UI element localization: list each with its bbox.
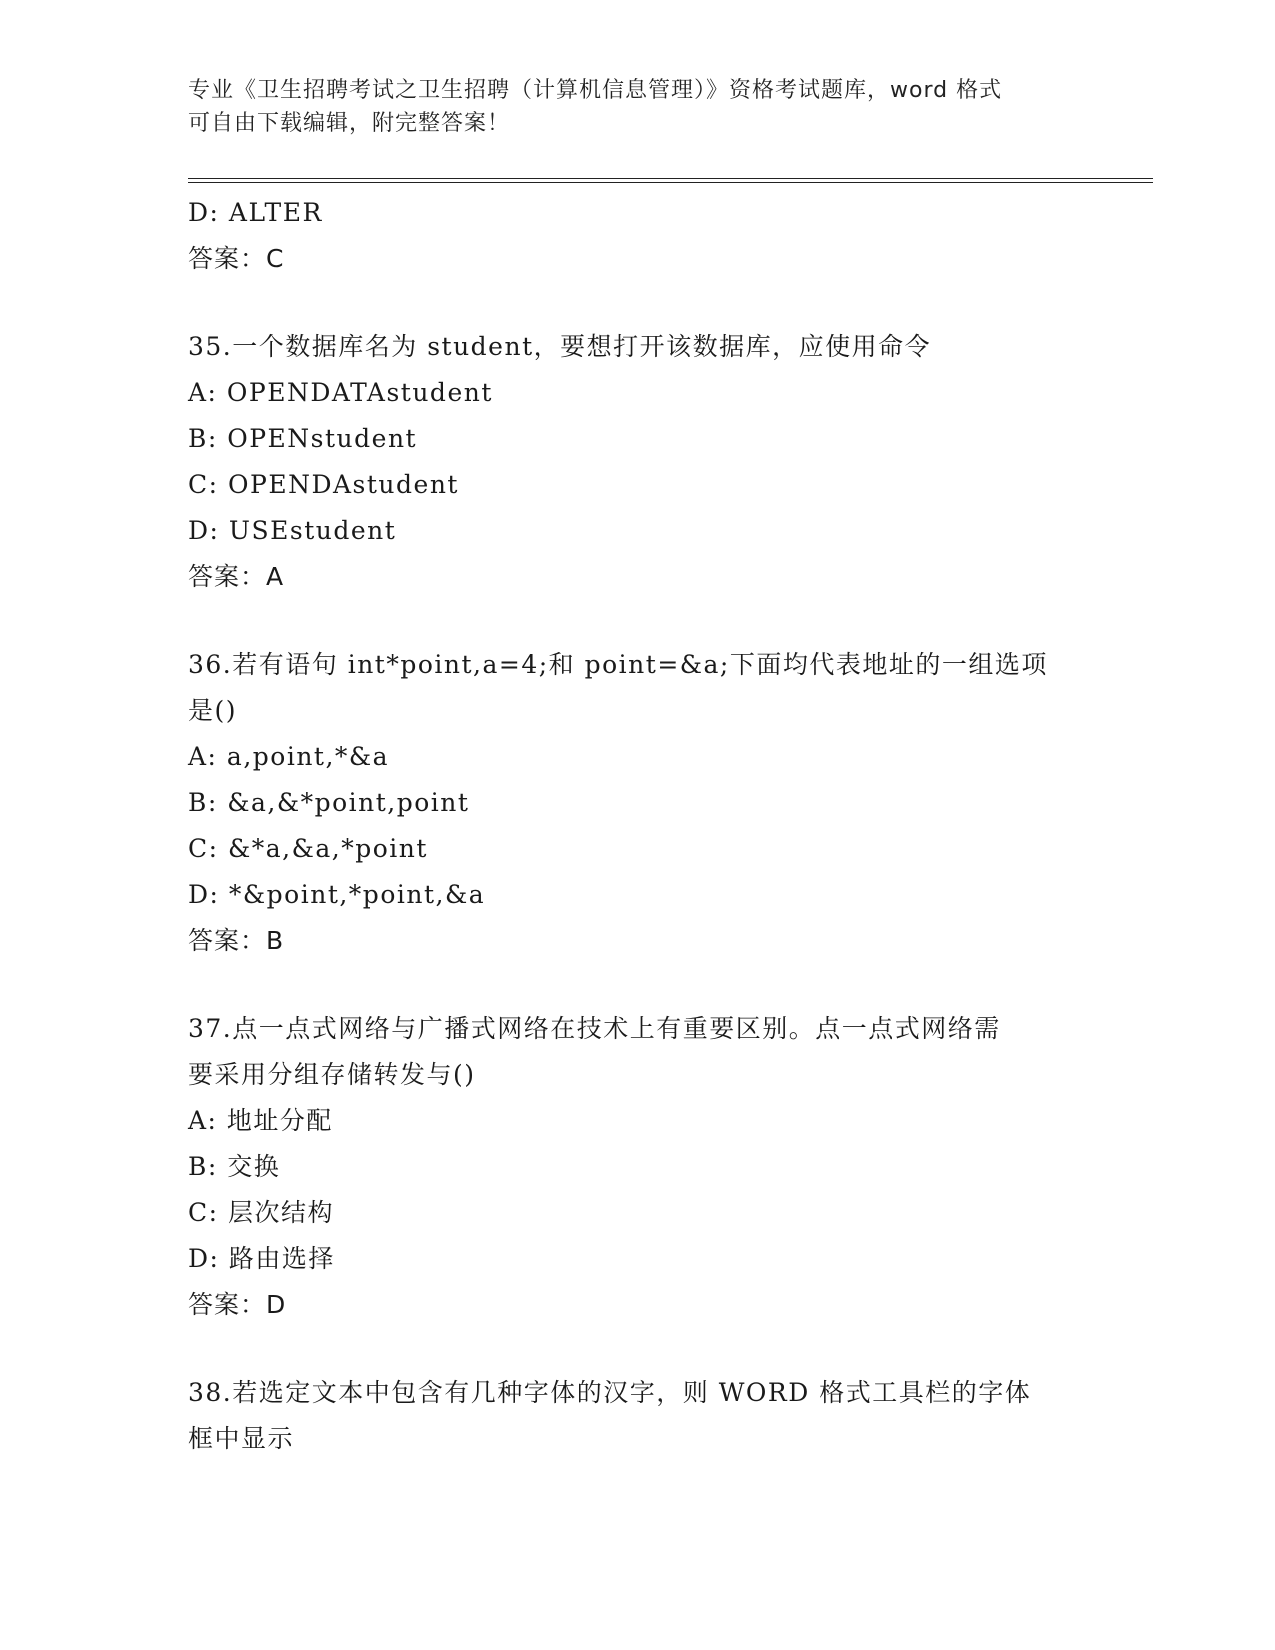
question-35 (188, 324, 1088, 600)
question-stem-line-2: 要采用分组存储转发与() (188, 1060, 476, 1089)
option-d: D: *&point,*point,&a (188, 880, 486, 909)
question-36 (188, 642, 1088, 964)
option-c: C: OPENDAstudent (188, 470, 459, 499)
question-37 (188, 1006, 1088, 1328)
question-stem-line-1: 37.点一点式网络与广播式网络在技术上有重要区别。点一点式网络需 (188, 1014, 1001, 1043)
spacer (188, 600, 1088, 642)
question-stem-line-1: 38.若选定文本中包含有几种字体的汉字，则 WORD 格式工具栏的字体 (188, 1378, 1032, 1407)
question-content (188, 190, 1088, 1462)
option-c: C: &*a,&a,*point (188, 834, 428, 863)
page-header (188, 74, 1088, 140)
answer-line: 答案：B (188, 926, 285, 955)
option-b: B: OPENstudent (188, 424, 418, 453)
spacer (188, 1328, 1088, 1370)
spacer (188, 964, 1088, 1006)
spacer (188, 282, 1088, 324)
option-d: D: USEstudent (188, 516, 397, 545)
option-a: A: a,point,*&a (188, 742, 390, 771)
option-a: A: 地址分配 (188, 1106, 333, 1135)
answer-line: 答案：A (188, 562, 285, 591)
header-line-1: 专业《卫生招聘考试之卫生招聘（计算机信息管理）》资格考试题库，word 格式 (188, 78, 1003, 103)
option-b: B: &a,&*point,point (188, 788, 470, 817)
answer-line: 答案：C (188, 244, 285, 273)
option-d: D: ALTER (188, 198, 323, 227)
question-stem: 35.一个数据库名为 student，要想打开该数据库，应使用命令 (188, 332, 932, 361)
question-38 (188, 1370, 1088, 1462)
option-b: B: 交换 (188, 1152, 281, 1181)
answer-line: 答案：D (188, 1290, 287, 1319)
option-a: A: OPENDATAstudent (188, 378, 493, 407)
header-divider (188, 178, 1153, 183)
question-stem-line-1: 36.若有语句 int*point,a=4;和 point=&a;下面均代表地址的一组选项 (188, 650, 1048, 679)
option-d: D: 路由选择 (188, 1244, 335, 1273)
header-line-2: 可自由下载编辑，附完整答案！ (188, 111, 511, 136)
option-c: C: 层次结构 (188, 1198, 334, 1227)
question-stem-line-2: 是() (188, 696, 238, 725)
question-stem-line-2: 框中显示 (188, 1424, 295, 1453)
